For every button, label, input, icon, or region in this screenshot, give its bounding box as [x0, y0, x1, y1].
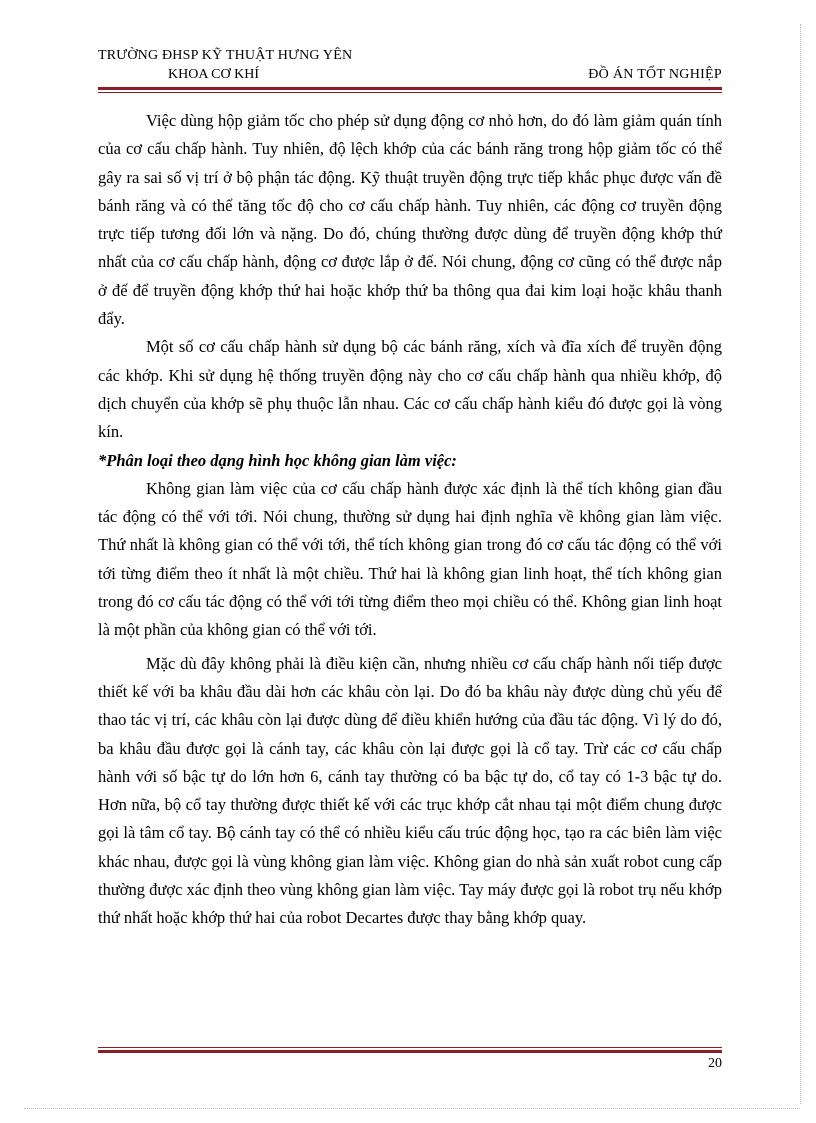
- body-paragraph: Một số cơ cấu chấp hành sử dụng bộ các bánh răng, xích và đĩa xích để truyền động các khớp. Khi sử dụng hệ thống truyền động này cho cơ cấu chấp hành qua nhiều khớp, độ dịch chuyển của khớp sẽ phụ thuộc lẫn nhau. Các cơ cấu chấp hành kiểu đó được gọi là vòng kín.: [98, 337, 722, 442]
- header-rule-thin: [98, 92, 722, 93]
- page-body: [98, 107, 722, 933]
- faculty-name: KHOA CƠ KHÍ: [168, 67, 259, 82]
- header-rule-thick: [98, 87, 722, 90]
- school-name: TRƯỜNG ĐHSP KỸ THUẬT HƯNG YÊN: [98, 48, 353, 63]
- page-frame-bottom: [24, 1108, 800, 1109]
- footer-rule-thick: [98, 1050, 722, 1053]
- section-heading: *Phân loại theo dạng hình học không gian làm việc:: [98, 450, 457, 470]
- body-paragraph: Không gian làm việc của cơ cấu chấp hành được xác định là thể tích không gian đầu tác động có thể với tới. Nói chung, thường sử dụng hai định nghĩa về không gian làm việc. Thứ nhất là không gian có thể với tới, thể tích không gian trong đó cơ cấu tác động có thể với tới từng điểm theo ít nhất là một chiều. Thứ hai là không gian linh hoạt, thể tích không gian trong đó cơ cấu tác động có thể với tới từng điểm theo mọi chiều có thể. Không gian linh hoạt là một phần của không gian có thể với tới.: [98, 478, 722, 640]
- document-type: ĐỒ ÁN TỐT NGHIỆP: [588, 67, 722, 82]
- page-frame-right: [800, 24, 801, 1104]
- body-paragraph: Việc dùng hộp giảm tốc cho phép sử dụng động cơ nhỏ hơn, do đó làm giảm quán tính của cơ cấu chấp hành. Tuy nhiên, độ lệch khớp của các bánh răng trong hộp giảm tốc có thể gây ra sai số vị trí ở bộ phận tác động. Kỹ thuật truyền động trực tiếp khắc phục được vấn đề bánh răng và có thể tăng tốc độ cho cơ cấu chấp hành. Tuy nhiên, các động cơ truyền động trực tiếp tương đối lớn và nặng. Do đó, chúng thường được dùng để truyền động khớp thứ nhất của cơ cấu chấp hành, động cơ được lắp ở đế. Nói chung, động cơ cũng có thể được nắp ở đế để truyền động khớp thứ hai hoặc khớp thứ ba thông qua đai kim loại hoặc khâu thanh đẩy.: [98, 111, 722, 329]
- page-header: [98, 48, 722, 88]
- body-paragraph: Mặc dù đây không phải là điều kiện cần, nhưng nhiều cơ cấu chấp hành nối tiếp được thiết kế với ba khâu đầu dài hơn các khâu còn lại. Do đó ba khâu này được dùng chủ yếu để thao tác vị trí, các khâu còn lại được dùng để điều khiển hướng của đầu tác động. Vì lý do đó, ba khâu đầu được gọi là cánh tay, các khâu còn lại được gọi là cổ tay. Trừ các cơ cấu chấp hành với số bậc tự do lớn hơn 6, cánh tay thường có ba bậc tự do, cổ tay có 1-3 bậc tự do. Hơn nữa, bộ cổ tay thường được thiết kế với các trục khớp cắt nhau tại một điểm chung được gọi là tâm cổ tay. Bộ cánh tay có thể có nhiều kiểu cấu trúc động học, tạo ra các biên làm việc khác nhau, được gọi là vùng không gian làm việc. Không gian do nhà sản xuất robot cung cấp thường được xác định theo vùng không gian làm việc. Tay máy được gọi là robot trụ nếu khớp thứ nhất hoặc khớp thứ hai của robot Decartes được thay bằng khớp quay.: [98, 653, 722, 928]
- footer-rule-thin: [98, 1047, 722, 1048]
- page-number: 20: [708, 1056, 722, 1071]
